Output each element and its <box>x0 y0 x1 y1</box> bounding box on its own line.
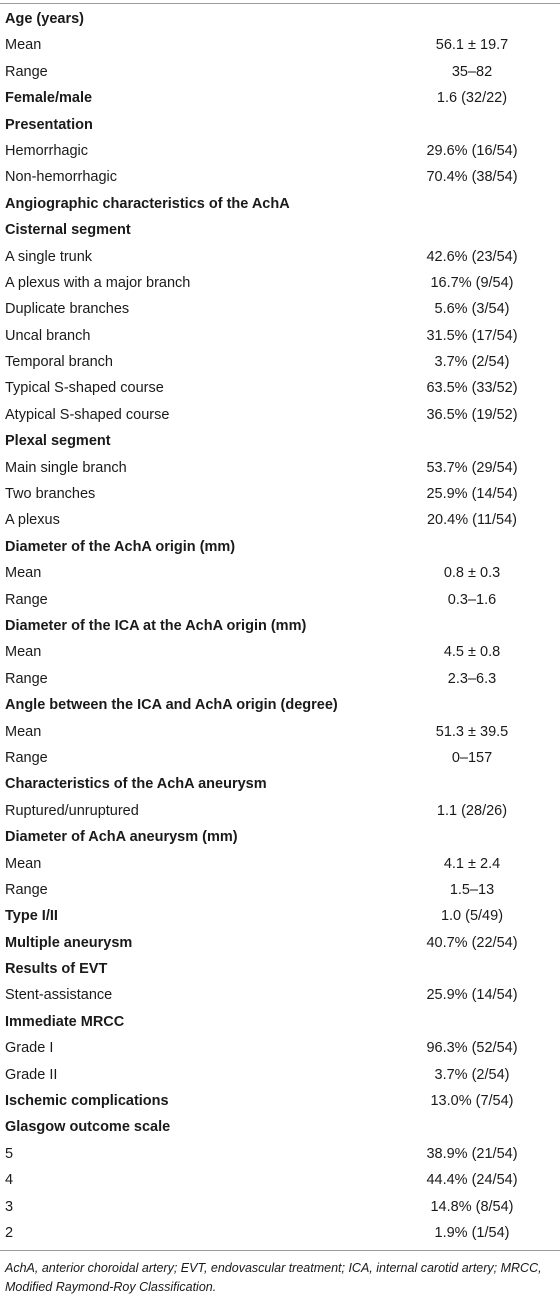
table-row <box>0 851 560 877</box>
row-label: Main single branch <box>5 459 127 476</box>
table-row <box>0 323 560 349</box>
table-row <box>0 296 560 322</box>
table-row <box>0 982 560 1008</box>
row-label: Non-hemorrhagic <box>5 169 118 186</box>
section-header-label: Presentation <box>5 116 93 133</box>
table-row <box>0 507 560 533</box>
row-value: 13.0% (7/54) <box>430 1093 514 1110</box>
row-value: 42.6% (23/54) <box>426 248 518 265</box>
section-header-label: Plexal segment <box>5 433 111 450</box>
table-row <box>0 560 560 586</box>
table-row <box>0 244 560 270</box>
row-label: A plexus with a major branch <box>5 274 191 291</box>
row-label: 3 <box>5 1198 14 1215</box>
row-label: Duplicate branches <box>5 301 130 318</box>
row-value: 16.7% (9/54) <box>430 274 514 291</box>
row-value: 14.8% (8/54) <box>430 1198 514 1215</box>
row-value: 53.7% (29/54) <box>426 459 518 476</box>
table-row <box>0 402 560 428</box>
section-header-row <box>0 534 560 560</box>
section-header-label: Diameter of the AchA origin (mm) <box>5 538 236 555</box>
section-header-row <box>0 191 560 217</box>
row-label: 4 <box>5 1172 14 1189</box>
row-label: Range <box>5 591 48 608</box>
section-header-label: Angle between the ICA and AchA origin (degree) <box>5 697 338 714</box>
row-label: 2 <box>5 1224 14 1241</box>
row-label: Range <box>5 881 48 898</box>
section-header-row <box>0 428 560 454</box>
table-row <box>0 375 560 401</box>
section-header-label: Angiographic characteristics of the AchA <box>5 195 290 212</box>
section-header-row <box>0 112 560 138</box>
section-header-label: Female/male <box>5 90 93 107</box>
table-row <box>0 349 560 375</box>
table-row <box>0 877 560 903</box>
row-value: 5.6% (3/54) <box>434 301 510 318</box>
section-header-label: Characteristics of the AchA aneurysm <box>5 776 267 793</box>
row-label: Range <box>5 749 48 766</box>
row-label: A single trunk <box>5 248 93 265</box>
row-value: 25.9% (14/54) <box>426 987 518 1004</box>
row-value: 63.5% (33/52) <box>426 380 518 397</box>
table-row <box>0 1220 560 1246</box>
table-row <box>0 1167 560 1193</box>
row-label: Ruptured/unruptured <box>5 802 139 819</box>
row-label: Mean <box>5 644 42 661</box>
row-value: 1.6 (32/22) <box>436 90 508 107</box>
table-footnote: AchA, anterior choroidal artery; EVT, endovascular treatment; ICA, internal carotid artery; MRCC, Modified Raymond-Roy Classification. <box>5 1261 542 1295</box>
row-label: Atypical S-shaped course <box>5 406 170 423</box>
section-header-row <box>0 692 560 718</box>
row-label: Typical S-shaped course <box>5 380 164 397</box>
row-value: 2.3–6.3 <box>447 670 497 687</box>
table-row <box>0 1062 560 1088</box>
section-header-row <box>0 771 560 797</box>
section-header-label: Cisternal segment <box>5 222 131 239</box>
table-row <box>0 481 560 507</box>
table-row <box>0 587 560 613</box>
row-label: Hemorrhagic <box>5 142 88 159</box>
section-header-label: Ischemic complications <box>5 1093 169 1110</box>
table-row <box>0 270 560 296</box>
table-row <box>0 666 560 692</box>
table-row <box>0 639 560 665</box>
section-header-label: Glasgow outcome scale <box>5 1119 171 1136</box>
section-header-row <box>0 824 560 850</box>
row-value: 31.5% (17/54) <box>426 327 518 344</box>
row-value: 1.9% (1/54) <box>434 1224 510 1241</box>
row-label: Uncal branch <box>5 327 91 344</box>
section-header-row <box>0 6 560 32</box>
section-header-label: Multiple aneurysm <box>5 934 133 951</box>
row-value: 3.7% (2/54) <box>434 354 510 371</box>
row-label: Grade I <box>5 1040 54 1057</box>
section-header-label: Age (years) <box>5 11 84 27</box>
row-label: Mean <box>5 565 42 582</box>
row-value: 70.4% (38/54) <box>426 169 518 186</box>
row-label: Range <box>5 63 48 80</box>
table-row <box>0 164 560 190</box>
table-row <box>0 32 560 58</box>
row-value: 4.1 ± 2.4 <box>443 855 501 872</box>
row-label: A plexus <box>5 512 60 529</box>
section-header-label: Diameter of AchA aneurysm (mm) <box>5 829 238 846</box>
row-label: Grade II <box>5 1066 58 1083</box>
row-value: 29.6% (16/54) <box>426 142 518 159</box>
row-value: 1.5–13 <box>449 881 495 898</box>
row-value: 56.1 ± 19.7 <box>435 37 509 54</box>
row-value: 36.5% (19/52) <box>426 406 518 423</box>
table-row <box>0 138 560 164</box>
row-value: 0.8 ± 0.3 <box>443 565 501 582</box>
section-header-row <box>0 217 560 243</box>
row-label: Stent-assistance <box>5 987 113 1004</box>
table-row <box>0 1194 560 1220</box>
table-body <box>0 4 560 1250</box>
table-row <box>0 1141 560 1167</box>
section-header-row <box>0 85 560 111</box>
table-row <box>0 59 560 85</box>
row-value: 1.1 (28/26) <box>436 802 508 819</box>
table-row <box>0 455 560 481</box>
section-header-row <box>0 1088 560 1114</box>
row-value: 0.3–1.6 <box>447 591 497 608</box>
row-value: 0–157 <box>451 749 493 766</box>
row-label: Two branches <box>5 486 96 503</box>
row-value: 20.4% (11/54) <box>426 512 517 529</box>
section-header-row <box>0 903 560 929</box>
row-value: 1.0 (5/49) <box>440 908 504 925</box>
table-row <box>0 1035 560 1061</box>
row-label: Mean <box>5 723 42 740</box>
row-value: 4.5 ± 0.8 <box>443 644 501 661</box>
row-value: 96.3% (52/54) <box>426 1040 518 1057</box>
section-header-row <box>0 1009 560 1035</box>
row-value: 25.9% (14/54) <box>426 486 518 503</box>
row-value: 40.7% (22/54) <box>426 934 518 951</box>
section-header-label: Diameter of the ICA at the AchA origin (mm) <box>5 617 307 634</box>
section-header-label: Results of EVT <box>5 961 108 978</box>
table-row <box>0 719 560 745</box>
table-row <box>0 798 560 824</box>
row-value: 3.7% (2/54) <box>434 1066 510 1083</box>
section-header-row <box>0 956 560 982</box>
row-label: Range <box>5 670 48 687</box>
table-row <box>0 745 560 771</box>
section-header-label: Type I/II <box>5 908 58 925</box>
row-label: Mean <box>5 37 42 54</box>
section-header-row <box>0 613 560 639</box>
row-value: 44.4% (24/54) <box>426 1172 518 1189</box>
section-header-row <box>0 1114 560 1140</box>
row-label: Mean <box>5 855 42 872</box>
row-value: 51.3 ± 39.5 <box>435 723 509 740</box>
section-header-label: Immediate MRCC <box>5 1013 125 1030</box>
row-value: 35–82 <box>451 63 493 80</box>
section-header-row <box>0 930 560 956</box>
row-label: Temporal branch <box>5 354 113 371</box>
row-value: 38.9% (21/54) <box>426 1145 518 1162</box>
row-label: 5 <box>5 1145 14 1162</box>
